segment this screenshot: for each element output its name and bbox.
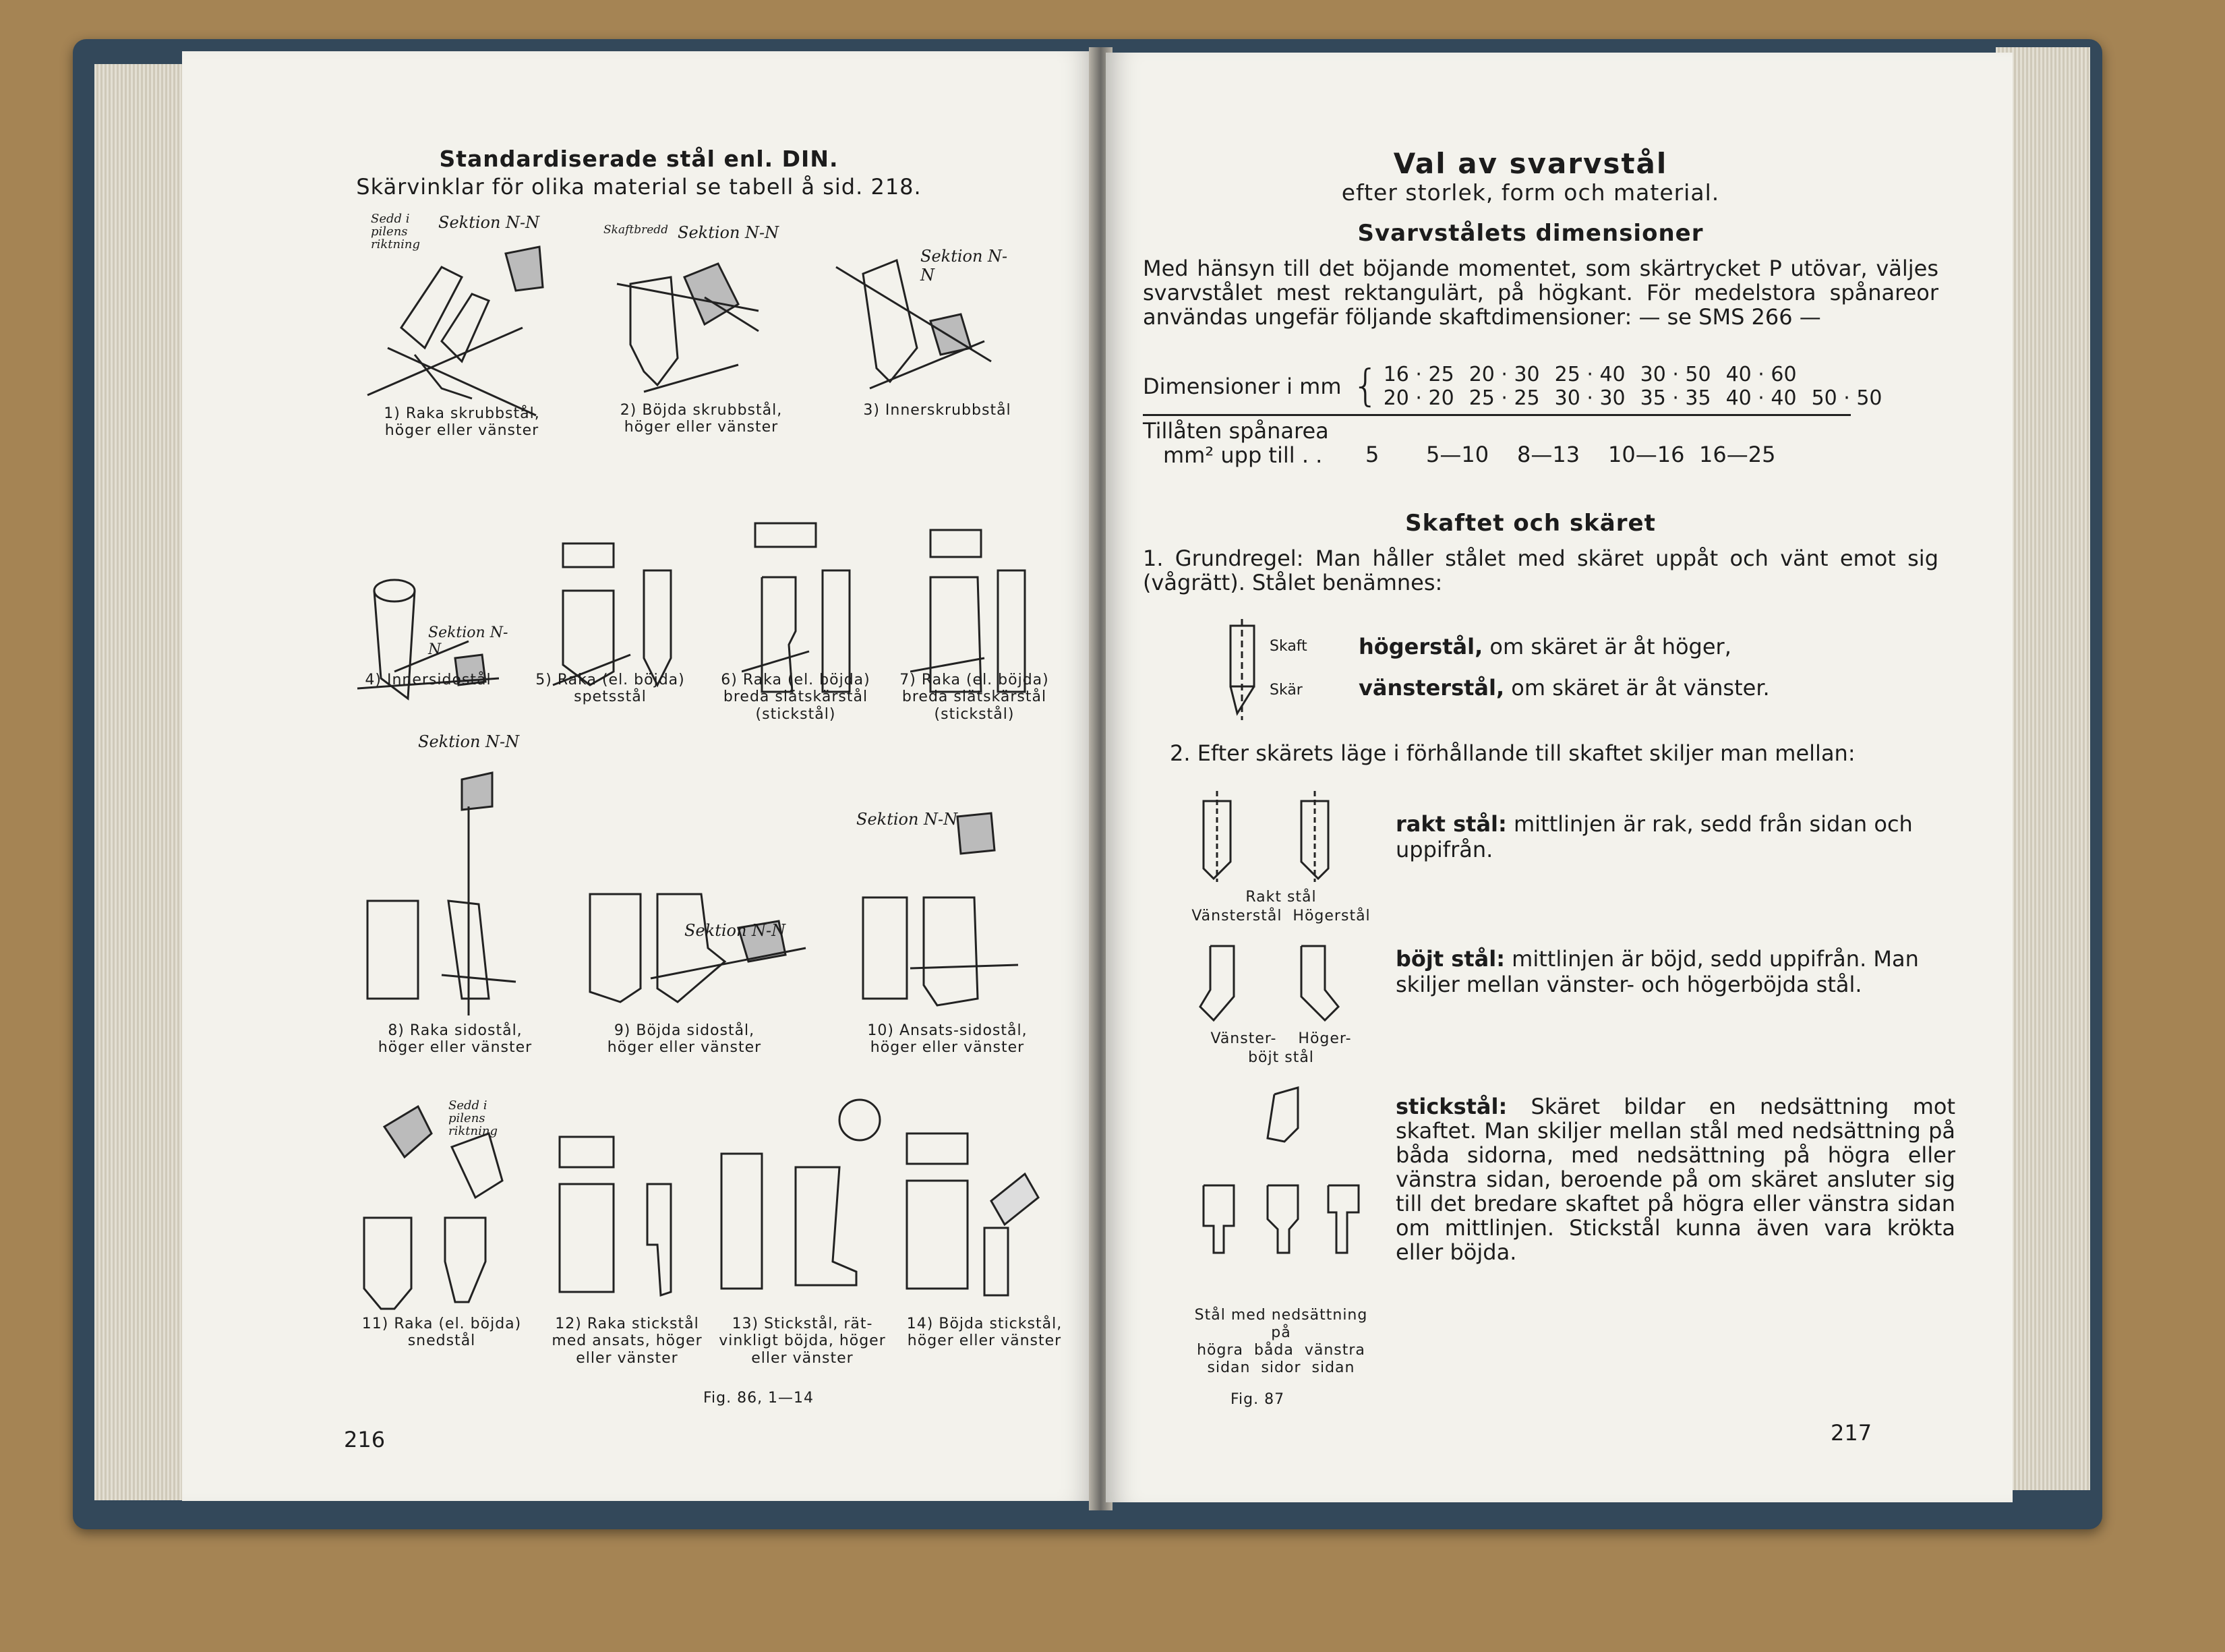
page-edges-left bbox=[94, 64, 196, 1500]
sektion-label: Sektion N-N bbox=[920, 247, 1008, 285]
bojt-term: böjt stål: bbox=[1396, 946, 1505, 972]
dim-cell: 16 · 25 bbox=[1383, 363, 1454, 386]
page-number-216: 216 bbox=[344, 1427, 386, 1452]
rakt-caption-1: Rakt stål bbox=[1245, 889, 1317, 906]
figure-11 bbox=[357, 1039, 533, 1322]
dim-cell: 30 · 30 bbox=[1554, 386, 1626, 410]
figure-7 bbox=[910, 469, 1052, 699]
vanster-term: vänsterstål, bbox=[1359, 675, 1505, 701]
figure-6 bbox=[742, 469, 877, 699]
stickstal-captions bbox=[1160, 1307, 1402, 1377]
figure-13 bbox=[715, 1093, 897, 1309]
figure-5 bbox=[550, 503, 705, 699]
caption-6: 6) Raka (el. böjda) breda slätskärstål (stickstål) bbox=[721, 672, 870, 723]
figure-8 bbox=[361, 732, 543, 1015]
section-skaftet-heading: Skaftet och skäret bbox=[1405, 510, 1656, 537]
rakt-desc: mittlinjen är rak, sedd från sidan och uppifrån. bbox=[1396, 811, 1913, 862]
fig-86-caption: Fig. 86, 1—14 bbox=[703, 1390, 814, 1407]
left-page bbox=[182, 51, 1096, 1501]
sektion-label: Sektion N-N bbox=[678, 223, 779, 242]
sektion-label: Sektion N-N bbox=[418, 732, 520, 751]
stick-term: stickstål: bbox=[1396, 1094, 1508, 1119]
sektion-label: Sektion N-N bbox=[856, 810, 958, 829]
dim-cell: 30 · 50 bbox=[1640, 363, 1711, 386]
dim-cell: 25 · 40 bbox=[1554, 363, 1626, 386]
left-page-subtitle: Skärvinklar för olika material se tabell å sid. 218. bbox=[356, 174, 922, 200]
right-page bbox=[1106, 53, 2013, 1502]
skaftbredd-label: Skaftbredd bbox=[603, 223, 669, 237]
caption-13: 13) Stickstål, rät- vinkligt böjda, höger eller vänster bbox=[719, 1316, 886, 1367]
sedd-label: Sedd i pilens riktning bbox=[448, 1098, 498, 1138]
stick-caption-2: på bbox=[1271, 1324, 1291, 1341]
section-dimensioner-heading: Svarvstålets dimensioner bbox=[1357, 220, 1704, 247]
caption-8: 8) Raka sidostål, höger eller vänster bbox=[378, 1022, 533, 1057]
area-label-1: Tillåten spånarea bbox=[1143, 418, 1329, 444]
rakt-caption-2: Vänsterstål Högerstål bbox=[1191, 908, 1371, 924]
rule-1-text: 1. Grundregel: Man håller stålet med skäret uppåt och vänt emot sig (vågrätt). Stålet benämnes: bbox=[1143, 545, 1938, 595]
bojt-caption-2: böjt stål bbox=[1248, 1049, 1314, 1066]
dim-cell: 40 · 60 bbox=[1725, 363, 1797, 386]
bojt-desc: mittlinjen är böjd, sedd uppifrån. Man skiljer mellan vänster- och högerböjda stål. bbox=[1396, 946, 1919, 997]
stick-desc: Skäret bildar en nedsättning mot skaftet. Man skiljer mellan stål med nedsättning på båda sidorna, med nedsättning på högra eller vänstra sidan, beroende på om skäret ansluter sig till det bredare skaftet på högra eller vänstra sidan om mittlinjen. Stickstål kunna även vara krökta eller böjda. bbox=[1396, 1094, 1955, 1265]
area-value: 10—16 bbox=[1608, 442, 1685, 467]
area-label-2: mm² upp till . . bbox=[1163, 442, 1323, 468]
dim-cell: 20 · 20 bbox=[1383, 386, 1454, 410]
stickstal-diagram bbox=[1173, 1078, 1389, 1296]
vanster-desc: om skäret är åt vänster. bbox=[1504, 675, 1770, 701]
rule-2-text: 2. Efter skärets läge i förhållande till skaftet skiljer man mellan: bbox=[1170, 740, 1856, 766]
page-number-217: 217 bbox=[1831, 1420, 1872, 1446]
dim-label: Dimensioner i mm bbox=[1143, 374, 1342, 399]
skaft-label: Skaft bbox=[1270, 638, 1307, 655]
hoger-term: högerstål, bbox=[1359, 634, 1483, 659]
bojt-stal-diagram bbox=[1173, 936, 1389, 1026]
caption-14: 14) Böjda stickstål, höger eller vänster bbox=[906, 1316, 1063, 1350]
caption-2: 2) Böjda skrubbstål, höger eller vänster bbox=[620, 402, 783, 436]
caption-5: 5) Raka (el. böjda) spetsstål bbox=[535, 672, 685, 706]
sektion-label: Sektion N-N bbox=[438, 213, 540, 232]
stick-caption-1: Stål med nedsättning bbox=[1194, 1307, 1368, 1324]
right-page-subtitle: efter storlek, form och material. bbox=[1341, 179, 1720, 206]
hoger-desc: om skäret är åt höger, bbox=[1483, 634, 1731, 659]
figure-9 bbox=[583, 827, 819, 1015]
dim-cell: 50 · 50 bbox=[1811, 386, 1882, 410]
left-page-title: Standardiserade stål enl. DIN. bbox=[439, 146, 839, 172]
caption-3: 3) Innerskrubbstål bbox=[863, 402, 1011, 419]
sektion-label: Sektion N-N bbox=[428, 624, 508, 658]
caption-7: 7) Raka (el. böjda) breda slätskärstål (stickstål) bbox=[899, 672, 1049, 723]
caption-12: 12) Raka stickstål med ansats, höger eller vänster bbox=[552, 1316, 703, 1367]
dim-cell: 25 · 25 bbox=[1468, 386, 1540, 410]
figure-14 bbox=[893, 1080, 1069, 1302]
sektion-label: Sektion N-N bbox=[684, 921, 786, 940]
area-value: 8—13 bbox=[1517, 442, 1580, 467]
right-page-title: Val av svarvstål bbox=[1393, 147, 1668, 180]
caption-9: 9) Böjda sidostål, höger eller vänster bbox=[607, 1022, 762, 1057]
rakt-term: rakt stål: bbox=[1396, 811, 1507, 837]
figure-12 bbox=[546, 1110, 708, 1312]
caption-4: 4) Innersidostål bbox=[365, 672, 492, 688]
skar-label: Skär bbox=[1270, 682, 1303, 699]
fig-87-caption: Fig. 87 bbox=[1230, 1391, 1285, 1408]
area-value: 16—25 bbox=[1699, 442, 1776, 467]
stick-caption-3: högra båda vänstra bbox=[1197, 1342, 1365, 1359]
skaft-skar-diagram bbox=[1224, 619, 1307, 723]
figure-10 bbox=[856, 763, 1045, 1019]
caption-1: 1) Raka skrubbstål, höger eller vänster bbox=[384, 405, 540, 440]
rakt-stal-diagram bbox=[1173, 788, 1389, 885]
bojt-caption-1: Vänster- Höger- bbox=[1210, 1030, 1352, 1047]
dim-cell: 20 · 30 bbox=[1468, 363, 1540, 386]
section-dimensioner-text: Med hänsyn till det böjande momentet, som skärtrycket P utövar, väljes svarvstålet mest rektangulärt, på högkant. För medelstora spånareor användas ungefär följande skaftdimensioner: — se SMS 266 — bbox=[1143, 256, 1938, 330]
dim-cell: 40 · 40 bbox=[1725, 386, 1797, 410]
stick-caption-4: sidan sidor sidan bbox=[1207, 1359, 1355, 1376]
caption-11: 11) Raka (el. böjda) snedstål bbox=[361, 1316, 522, 1350]
dimension-table: Dimensioner i mm { 16 · 25 20 · 30 25 · 40 30 · 50 40 · 60 20 · 20 25 · 25 30 · 30 35 · 35 40 · 40 50 · 50 Tillåten spånarea mm² upp till . . 5 5—10 8—13 10—16 16—25 bbox=[1143, 361, 1882, 468]
area-value: 5—10 bbox=[1426, 442, 1489, 467]
caption-10: 10) Ansats-sidostål, höger eller vänster bbox=[867, 1022, 1028, 1057]
sedd-label: Sedd i pilens riktning bbox=[371, 212, 420, 252]
area-value: 5 bbox=[1365, 442, 1380, 467]
dim-cell: 35 · 35 bbox=[1640, 386, 1711, 410]
